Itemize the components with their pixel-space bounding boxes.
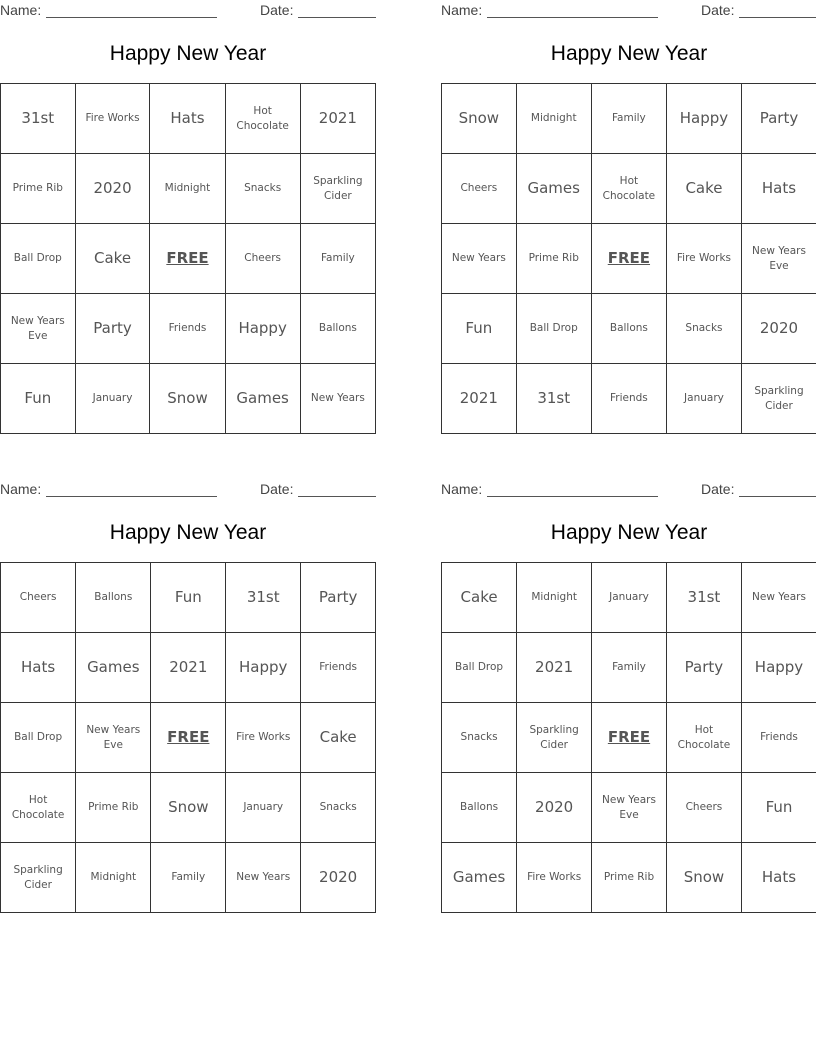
bingo-cell: Hot Chocolate — [1, 773, 76, 843]
bingo-cell: Prime Rib — [76, 773, 151, 843]
bingo-cell: Fun — [742, 773, 816, 843]
bingo-cell: 31st — [226, 563, 301, 633]
bingo-grid — [441, 562, 816, 913]
bingo-cell: New Years Eve — [592, 773, 667, 843]
bingo-cell: New Years Eve — [741, 224, 816, 294]
bingo-cell: Fire Works — [75, 84, 150, 154]
bingo-cell: January — [226, 773, 301, 843]
bingo-cell: 2020 — [741, 294, 816, 364]
bingo-cell: Family — [151, 843, 226, 913]
date-label: Date: — [260, 481, 294, 497]
bingo-cell: Games — [76, 633, 151, 703]
bingo-cell: Ball Drop — [516, 294, 591, 364]
bingo-cell: Party — [741, 84, 816, 154]
date-label: Date: — [260, 2, 294, 18]
bingo-cell: New Years — [300, 364, 375, 434]
bingo-cell: Ballons — [442, 773, 517, 843]
grid-row — [442, 84, 816, 154]
name-blank-line — [46, 496, 217, 497]
bingo-cell: Snow — [150, 364, 225, 434]
bingo-cell: Happy — [666, 84, 741, 154]
bingo-cell: January — [666, 364, 741, 434]
grid-row — [442, 224, 816, 294]
bingo-cell: Hats — [1, 633, 76, 703]
bingo-cell: Happy — [226, 633, 301, 703]
card-title: Happy New Year — [550, 42, 708, 65]
name-label: Name: — [0, 481, 42, 497]
bingo-cell: Ball Drop — [442, 633, 517, 703]
bingo-cell: Games — [225, 364, 300, 434]
bingo-cell: Cheers — [225, 224, 300, 294]
date-label: Date: — [701, 481, 735, 497]
name-label: Name: — [441, 481, 483, 497]
bingo-cell: Happy — [225, 294, 300, 364]
date-blank-line — [298, 17, 376, 18]
bingo-cell: Sparkling Cider — [741, 364, 816, 434]
grid-row — [1, 843, 376, 913]
bingo-cell: Ball Drop — [1, 703, 76, 773]
bingo-cell: 2020 — [301, 843, 376, 913]
bingo-cell: Party — [75, 294, 150, 364]
free-space-cell: FREE — [591, 224, 666, 294]
free-space-cell: FREE — [592, 703, 667, 773]
bingo-cell: Party — [666, 633, 741, 703]
card-title: Happy New Year — [109, 42, 267, 65]
bingo-cell: Snacks — [442, 703, 517, 773]
bingo-cell: Family — [300, 224, 375, 294]
grid-row — [442, 633, 816, 703]
bingo-cell: Hot Chocolate — [591, 154, 666, 224]
bingo-cell: 31st — [1, 84, 76, 154]
free-space-cell: FREE — [151, 703, 226, 773]
bingo-cell: Prime Rib — [516, 224, 591, 294]
bingo-cell: Ballons — [300, 294, 375, 364]
grid-row — [442, 154, 816, 224]
bingo-cell: Snacks — [301, 773, 376, 843]
bingo-cell: Friends — [591, 364, 666, 434]
bingo-cell: Happy — [742, 633, 816, 703]
bingo-cell: Family — [592, 633, 667, 703]
card-header — [441, 2, 816, 20]
bingo-cell: January — [592, 563, 667, 633]
date-blank-line — [739, 496, 816, 497]
grid-row — [1, 224, 376, 294]
bingo-cell: Cake — [442, 563, 517, 633]
grid-row — [442, 703, 816, 773]
date-blank-line — [298, 496, 376, 497]
bingo-cell: Snacks — [225, 154, 300, 224]
bingo-cell: Hot Chocolate — [666, 703, 741, 773]
bingo-cell: New Years — [442, 224, 517, 294]
grid-row — [1, 563, 376, 633]
bingo-cell: Midnight — [150, 154, 225, 224]
grid-row — [1, 773, 376, 843]
bingo-cell: Fire Works — [666, 224, 741, 294]
bingo-cell: Friends — [150, 294, 225, 364]
bingo-cell: Fun — [442, 294, 517, 364]
grid-row — [442, 843, 816, 913]
name-blank-line — [487, 17, 658, 18]
bingo-grid — [0, 562, 376, 913]
bingo-cell: Cheers — [666, 773, 741, 843]
bingo-cell: 2020 — [75, 154, 150, 224]
name-label: Name: — [441, 2, 483, 18]
bingo-cell: Ballons — [591, 294, 666, 364]
bingo-cell: New Years — [226, 843, 301, 913]
name-blank-line — [46, 17, 217, 18]
bingo-cell: Family — [591, 84, 666, 154]
bingo-cell: Sparkling Cider — [300, 154, 375, 224]
grid-row — [1, 294, 376, 364]
bingo-cell: Ballons — [76, 563, 151, 633]
free-space-cell: FREE — [150, 224, 225, 294]
bingo-cell: Midnight — [517, 563, 592, 633]
bingo-cell: Midnight — [516, 84, 591, 154]
bingo-cell: Cake — [75, 224, 150, 294]
bingo-cell: New Years Eve — [76, 703, 151, 773]
bingo-cell: Ball Drop — [1, 224, 76, 294]
bingo-cell: Games — [442, 843, 517, 913]
bingo-cell: Midnight — [76, 843, 151, 913]
bingo-cell: 2021 — [517, 633, 592, 703]
bingo-cell: Hats — [741, 154, 816, 224]
bingo-cell: Fire Works — [517, 843, 592, 913]
bingo-cell: Snacks — [666, 294, 741, 364]
grid-row — [1, 84, 376, 154]
bingo-cell: New Years Eve — [1, 294, 76, 364]
bingo-grid — [0, 83, 376, 434]
bingo-cell: Hot Chocolate — [225, 84, 300, 154]
grid-row — [1, 364, 376, 434]
grid-row — [1, 703, 376, 773]
bingo-cell: 31st — [516, 364, 591, 434]
bingo-cell: Cheers — [1, 563, 76, 633]
bingo-cell: Fun — [1, 364, 76, 434]
card-header — [441, 481, 816, 499]
bingo-cell: Hats — [150, 84, 225, 154]
bingo-cell: 31st — [666, 563, 741, 633]
bingo-cell: Prime Rib — [592, 843, 667, 913]
bingo-cell: New Years — [742, 563, 816, 633]
bingo-cell: Cheers — [442, 154, 517, 224]
card-header — [0, 481, 376, 499]
bingo-cell: 2021 — [300, 84, 375, 154]
bingo-cell: Snow — [666, 843, 741, 913]
grid-row — [442, 364, 816, 434]
bingo-cell: Cake — [666, 154, 741, 224]
bingo-cell: Friends — [742, 703, 816, 773]
name-blank-line — [487, 496, 658, 497]
grid-row — [1, 633, 376, 703]
card-title: Happy New Year — [550, 521, 708, 544]
name-label: Name: — [0, 2, 42, 18]
grid-row — [442, 773, 816, 843]
grid-row — [442, 563, 816, 633]
date-blank-line — [739, 17, 816, 18]
bingo-cell: 2021 — [442, 364, 517, 434]
bingo-cell: Snow — [151, 773, 226, 843]
bingo-cell: Hats — [742, 843, 816, 913]
grid-row — [442, 294, 816, 364]
bingo-cell: January — [75, 364, 150, 434]
card-title: Happy New Year — [109, 521, 267, 544]
date-label: Date: — [701, 2, 735, 18]
bingo-cell: Friends — [301, 633, 376, 703]
card-header — [0, 2, 376, 20]
grid-row — [1, 154, 376, 224]
bingo-cell: Party — [301, 563, 376, 633]
bingo-cell: 2020 — [517, 773, 592, 843]
bingo-cell: 2021 — [151, 633, 226, 703]
bingo-cell: Sparkling Cider — [517, 703, 592, 773]
bingo-cell: Games — [516, 154, 591, 224]
bingo-cell: Fire Works — [226, 703, 301, 773]
bingo-cell: Snow — [442, 84, 517, 154]
bingo-cell: Sparkling Cider — [1, 843, 76, 913]
bingo-grid — [441, 83, 816, 434]
bingo-cell: Cake — [301, 703, 376, 773]
bingo-cell: Prime Rib — [1, 154, 76, 224]
bingo-cell: Fun — [151, 563, 226, 633]
